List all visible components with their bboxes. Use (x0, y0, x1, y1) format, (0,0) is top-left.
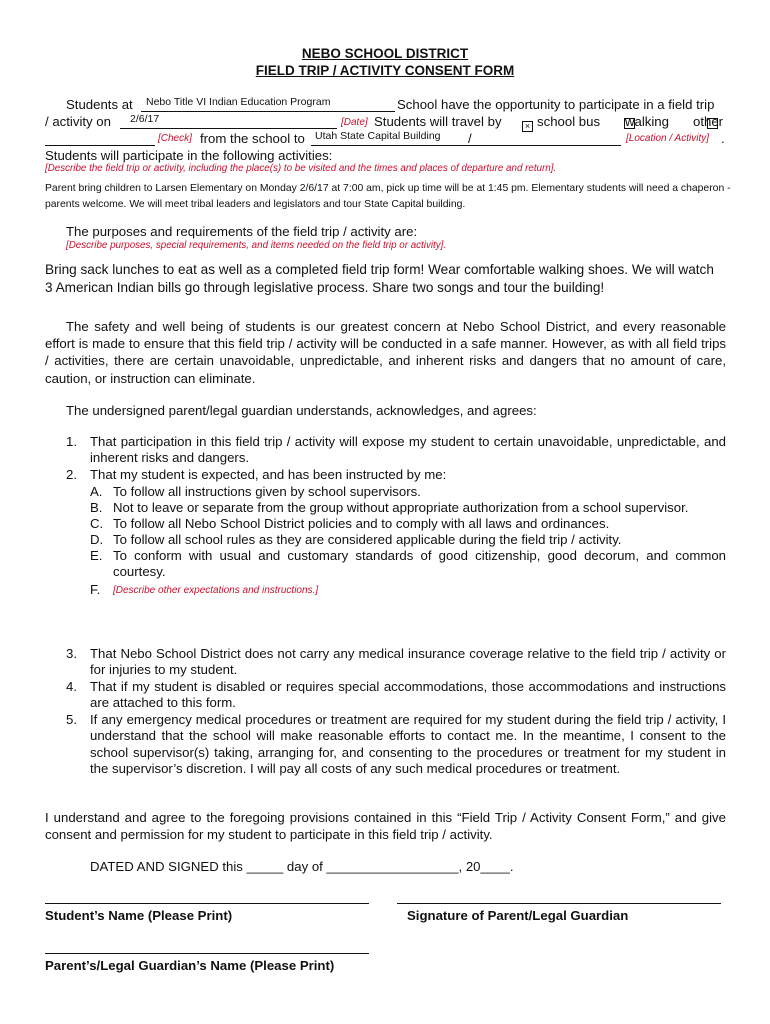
destination-slash: / (468, 131, 472, 146)
other-specify-line[interactable] (45, 145, 155, 146)
walking-label: walking (625, 114, 669, 129)
destination-field[interactable]: Utah State Capital Building (315, 130, 441, 142)
list-item: That my student is expected, and has been instructed by me: (90, 467, 447, 482)
subitem-hint: [Describe other expectations and instructions.] (113, 585, 319, 596)
date-hint: [Date] (341, 117, 368, 128)
school-bus-label: school bus (537, 114, 601, 129)
travel-by-label: Students will travel by (374, 114, 502, 129)
activity-on-label: / activity on (45, 114, 111, 129)
district-title: NEBO SCHOOL DISTRICT (301, 46, 469, 61)
parent-signature-label: Signature of Parent/Legal Guardian (407, 908, 629, 923)
student-name-line[interactable] (45, 903, 369, 904)
subitem: To follow all school rules as they are considered applicable during the field trip / activity. (113, 532, 622, 547)
activities-hint: [Describe the field trip or activity, including the place(s) to be visited and the times and places of departure and return]. (45, 163, 557, 174)
subitem: To follow all Nebo School District policies and to comply with all laws and ordinances. (113, 516, 610, 531)
school-name-field[interactable]: Nebo Title VI Indian Education Program (146, 96, 331, 108)
school-name-line (141, 111, 395, 112)
school-bus-checkbox[interactable] (522, 121, 533, 132)
subitem-letter: B. (90, 500, 103, 515)
purposes-hint: [Describe purposes, special requirements, and items needed on the field trip or activity]. (66, 240, 447, 251)
item-number: 3. (66, 646, 77, 661)
subitem: To conform with usual and customary standards of good citizenship, good decorum, and common courtesy. (113, 548, 726, 580)
list-item: That participation in this field trip / activity will expose my student to certain unavoidable, unpredictable, and inherent risks and dangers. (90, 434, 726, 466)
dated-signed-line[interactable]: DATED AND SIGNED this _____ day of __________________, 20____. (90, 859, 514, 874)
item-number: 5. (66, 712, 77, 727)
from-school-to-label: from the school to (200, 131, 305, 146)
school-have-text: School have the opportunity to participate in a field trip (397, 97, 715, 112)
item-number: 1. (66, 434, 77, 449)
check-mark-icon: × (524, 121, 531, 131)
list-item: That if my student is disabled or requires special accommodations, those accommodations and instructions are attached to this form. (90, 679, 726, 711)
intro-period: . (721, 131, 725, 146)
form-title: FIELD TRIP / ACTIVITY CONSENT FORM (255, 63, 515, 78)
subitem-letter: A. (90, 484, 103, 499)
agreement-paragraph: I understand and agree to the foregoing provisions contained in this “Field Trip / Activity Consent Form,” and give consent and permission for my student to participate in this field trip / activity. (45, 810, 726, 843)
subitem-letter: E. (90, 548, 103, 563)
parent-signature-line[interactable] (397, 903, 721, 904)
date-field[interactable]: 2/6/17 (130, 113, 160, 125)
subitem: To follow all instructions given by school supervisors. (113, 484, 421, 499)
parent-name-label: Parent’s/Legal Guardian’s Name (Please Print) (45, 958, 335, 973)
item-number: 4. (66, 679, 77, 694)
undersigned-text: The undersigned parent/legal guardian understands, acknowledges, and agrees: (66, 403, 537, 418)
activities-heading: Students will participate in the following activities: (45, 148, 333, 163)
date-line (120, 128, 337, 129)
purposes-heading: The purposes and requirements of the field trip / activity are: (66, 224, 418, 239)
activities-text[interactable]: Parent bring children to Larsen Elementary on Monday 2/6/17 at 7:00 am, pick up time will be at 1:45 pm. Elementary students will need a chaperon - parents welcome. We will meet tribal leaders and legislators and tour State Capital building. (45, 183, 731, 210)
list-item: If any emergency medical procedures or treatment are required for my student during the field trip / activity, I understand that the school will make reasonable efforts to contact me. In the meantime, I consent to the school supervisor(s) taking, arranging for, and consenting to the procedures or treatment for my student in the supervisor’s discretion. I will pay all costs of any such medical procedures or treatment. (90, 712, 726, 777)
location-hint: [Location / Activity] (626, 133, 709, 144)
other-label: other (693, 114, 724, 129)
safety-paragraph: The safety and well being of students is our greatest concern at Nebo School District, and every reasonable effort is made to ensure that this field trip / activity will be conducted in a safe manner. However, as with all field trips / activities, there are certain unavoidable, unpredictable, and inherent risks and dangers that no amount of care, caution, or instruction can eliminate. (45, 319, 726, 386)
parent-name-line[interactable] (45, 953, 369, 954)
check-hint: [Check] (158, 133, 192, 144)
destination-line (311, 145, 621, 146)
student-name-label: Student’s Name (Please Print) (45, 908, 233, 923)
list-item: That Nebo School District does not carry any medical insurance coverage relative to the field trip / activity or for injuries to my student. (90, 646, 726, 678)
subitem-letter: D. (90, 532, 104, 547)
subitem: Not to leave or separate from the group without appropriate authorization from a school supervisor. (113, 500, 689, 515)
item-number: 2. (66, 467, 77, 482)
subitem-letter: C. (90, 516, 104, 531)
students-at-label: Students at (66, 97, 133, 112)
subitem-letter: F. (90, 582, 101, 597)
purposes-text[interactable]: Bring sack lunches to eat as well as a completed field trip form! Wear comfortable walking shoes. We will watch 3 American Indian bills go through legislative process. Share two songs and tour the building! (45, 262, 714, 295)
